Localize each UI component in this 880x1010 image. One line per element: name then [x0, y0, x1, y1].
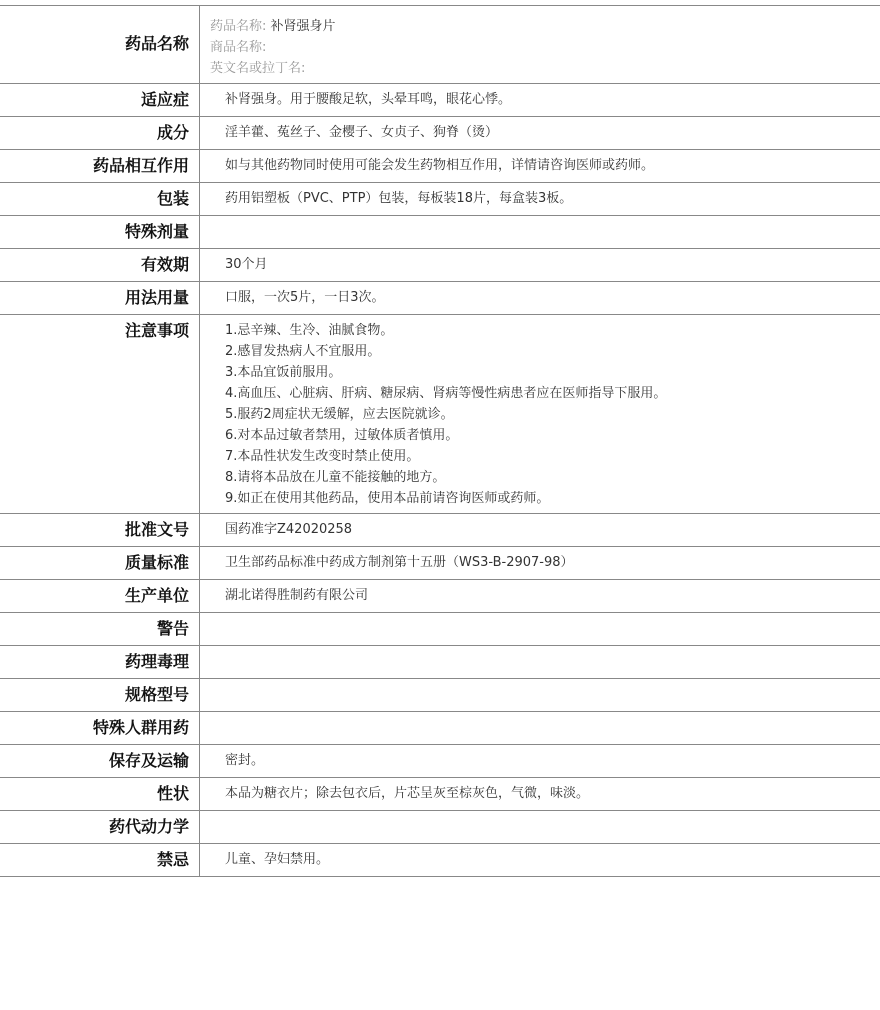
- row-interaction: [0, 150, 880, 183]
- label-standard: 质量标准: [0, 547, 200, 579]
- drug-info-table: [0, 5, 880, 877]
- row-manufacturer: [0, 580, 880, 613]
- row-validity: [0, 249, 880, 282]
- row-special-dosage: [0, 216, 880, 249]
- value-manufacturer: 湖北诺得胜制药有限公司: [225, 588, 369, 603]
- value-drug-name: [200, 6, 880, 83]
- label-storage: 保存及运输: [0, 745, 200, 777]
- english-name-line: [210, 58, 880, 79]
- row-standard: [0, 547, 880, 580]
- row-indication: [0, 84, 880, 117]
- generic-name-label: 药品名称:: [210, 19, 267, 34]
- value-usage: 口服，一次5片，一日3次。: [225, 290, 385, 305]
- label-contraindication: 禁忌: [0, 844, 200, 876]
- row-packaging: [0, 183, 880, 216]
- label-pharmacokinetics: 药代动力学: [0, 811, 200, 843]
- list-item: 4.高血压、心脏病、肝病、糖尿病、肾病等慢性病患者应在医师指导下服用。: [225, 386, 667, 401]
- row-specification: [0, 679, 880, 712]
- label-warning: 警告: [0, 613, 200, 645]
- label-special-population: 特殊人群用药: [0, 712, 200, 744]
- label-validity: 有效期: [0, 249, 200, 281]
- label-indication: 适应症: [0, 84, 200, 116]
- list-item: 1.忌辛辣、生冷、油腻食物。: [225, 323, 394, 338]
- value-approval: 国药准字Z42020258: [225, 522, 353, 537]
- value-special-dosage: [200, 216, 880, 248]
- label-approval: 批准文号: [0, 514, 200, 546]
- row-usage: [0, 282, 880, 315]
- label-drug-name: 药品名称: [0, 6, 200, 83]
- row-pharmacokinetics: [0, 811, 880, 844]
- value-packaging: 药用铝塑板（PVC、PTP）包装，每板装18片，每盒装3板。: [225, 191, 573, 206]
- trade-name-label: 商品名称:: [210, 40, 267, 55]
- label-usage: 用法用量: [0, 282, 200, 314]
- label-manufacturer: 生产单位: [0, 580, 200, 612]
- list-item: 3.本品宜饭前服用。: [225, 365, 342, 380]
- list-item: 8.请将本品放在儿童不能接触的地方。: [225, 470, 446, 485]
- value-validity: 30个月: [225, 257, 268, 272]
- row-special-population: [0, 712, 880, 745]
- english-name-label: 英文名或拉丁名:: [210, 61, 306, 76]
- generic-name-line: [210, 16, 880, 37]
- label-special-dosage: 特殊剂量: [0, 216, 200, 248]
- list-item: 2.感冒发热病人不宜服用。: [225, 344, 381, 359]
- value-contraindication: 儿童、孕妇禁用。: [225, 852, 330, 867]
- generic-name-value: 补肾强身片: [270, 19, 336, 34]
- label-description: 性状: [0, 778, 200, 810]
- trade-name-line: [210, 37, 880, 58]
- row-precautions: [0, 315, 880, 514]
- list-item: 9.如正在使用其他药品，使用本品前请咨询医师或药师。: [225, 491, 550, 506]
- row-description: [0, 778, 880, 811]
- label-precautions: 注意事项: [0, 315, 200, 513]
- row-contraindication: [0, 844, 880, 877]
- list-item: 5.服药2周症状无缓解，应去医院就诊。: [225, 407, 454, 422]
- value-precautions: [200, 315, 880, 513]
- label-packaging: 包装: [0, 183, 200, 215]
- value-standard: 卫生部药品标准中药成方制剂第十五册（WS3-B-2907-98）: [225, 555, 574, 570]
- row-storage: [0, 745, 880, 778]
- value-description: 本品为糖衣片；除去包衣后，片芯呈灰至棕灰色，气微，味淡。: [225, 786, 590, 801]
- value-pharmacokinetics: [200, 811, 880, 843]
- row-drug-name: [0, 6, 880, 84]
- value-warning: [200, 613, 880, 645]
- row-toxicology: [0, 646, 880, 679]
- label-specification: 规格型号: [0, 679, 200, 711]
- value-storage: 密封。: [225, 753, 265, 768]
- value-special-population: [200, 712, 880, 744]
- precautions-list: [225, 320, 880, 509]
- list-item: 6.对本品过敏者禁用，过敏体质者慎用。: [225, 428, 459, 443]
- value-ingredients: 淫羊藿、菟丝子、金樱子、女贞子、狗脊（烫）: [225, 125, 499, 140]
- row-ingredients: [0, 117, 880, 150]
- row-approval: [0, 514, 880, 547]
- value-indication: 补肾强身。用于腰酸足软，头晕耳鸣，眼花心悸。: [225, 92, 512, 107]
- value-interaction: 如与其他药物同时使用可能会发生药物相互作用，详情请咨询医师或药师。: [225, 158, 655, 173]
- label-ingredients: 成分: [0, 117, 200, 149]
- label-interaction: 药品相互作用: [0, 150, 200, 182]
- row-warning: [0, 613, 880, 646]
- value-toxicology: [200, 646, 880, 678]
- label-toxicology: 药理毒理: [0, 646, 200, 678]
- list-item: 7.本品性状发生改变时禁止使用。: [225, 449, 420, 464]
- value-specification: [200, 679, 880, 711]
